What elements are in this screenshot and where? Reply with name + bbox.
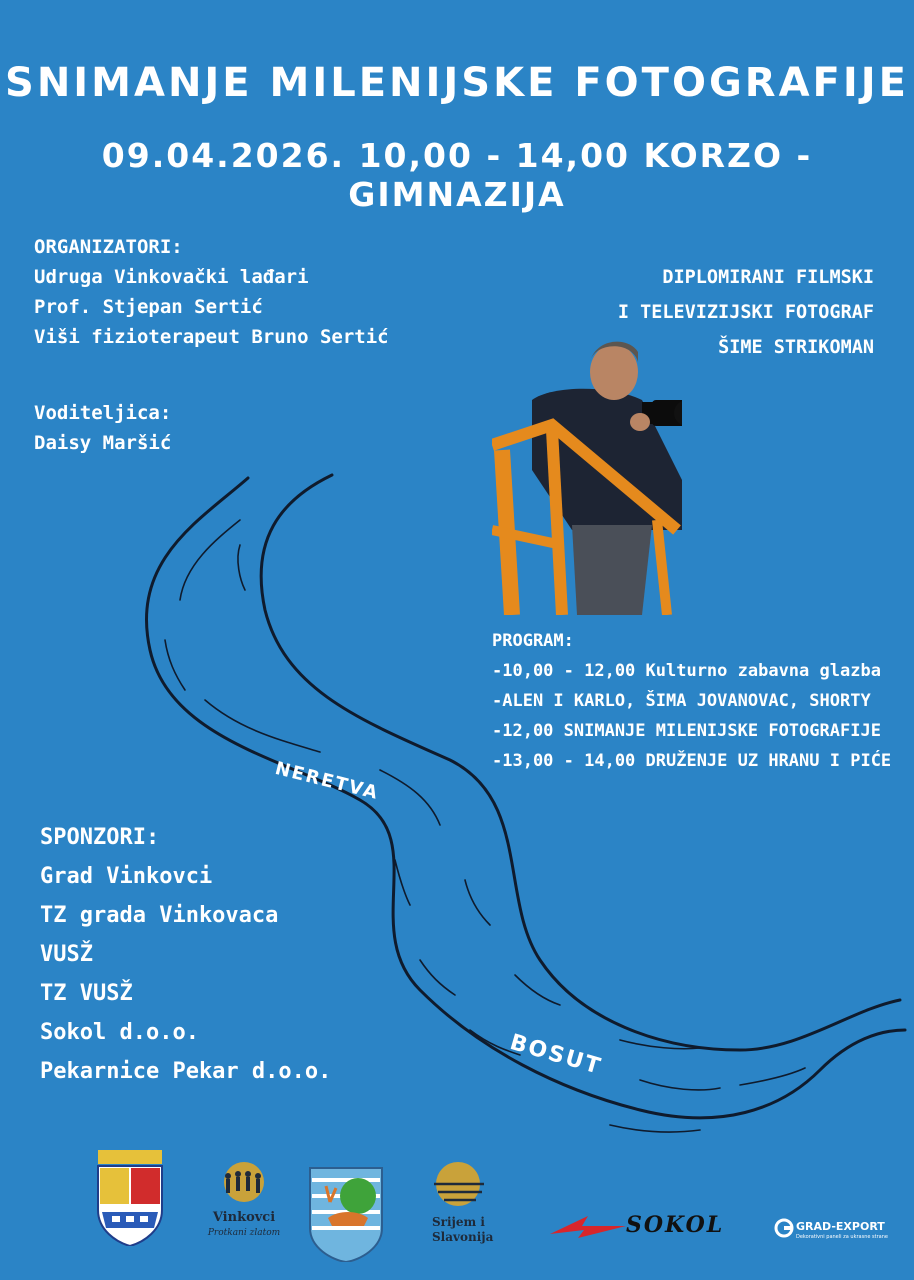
event-date-time-location: 09.04.2026. 10,00 - 14,00 KORZO - GIMNAZIJA <box>101 136 813 214</box>
gradexport-logo-text: GRAD-EXPORT <box>796 1220 885 1233</box>
srijem-logo-text <box>432 1215 493 1245</box>
host-name: Daisy Maršić <box>34 432 172 454</box>
river-flow-line <box>395 860 410 905</box>
gradexport-tagline: Dekorativni paneli za ukrasne strane <box>796 1234 888 1240</box>
srijem-slavonija-logo-icon <box>428 1160 492 1212</box>
river-flow-line <box>380 770 440 825</box>
organizer-item: Prof. Stjepan Sertić <box>34 296 263 318</box>
gradexport-mark-icon <box>774 1218 794 1238</box>
program-item: -12,00 SNIMANJE MILENIJSKE FOTOGRAFIJE <box>492 721 881 741</box>
sponsor-item: Pekarnice Pekar d.o.o. <box>40 1059 332 1084</box>
sponsors-section <box>40 818 331 1091</box>
program-item: -13,00 - 14,00 DRUŽENJE UZ HRANU I PIĆE <box>492 751 892 771</box>
river-flow-line <box>205 700 320 752</box>
photographer-line: DIPLOMIRANI FILMSKI <box>662 267 874 288</box>
program-section <box>492 626 891 776</box>
sponsor-item: Sokol d.o.o. <box>40 1020 199 1045</box>
organizer-item: Udruga Vinkovački lađari <box>34 266 309 288</box>
river-label-neretva: NERETVA <box>272 758 382 805</box>
sokol-logo-text: SOKOL <box>626 1212 725 1238</box>
program-item: -10,00 - 12,00 Kulturno zabavna glazba <box>492 661 881 681</box>
sponsor-item: VUSŽ <box>40 942 93 967</box>
river-flow-line <box>238 545 245 590</box>
river-flow-line <box>465 880 490 925</box>
vinkovci-logo-name: Vinkovci <box>212 1210 276 1225</box>
organizer-item: Viši fizioterapeut Bruno Sertić <box>34 326 389 348</box>
sponsor-item: TZ grada Vinkovaca <box>40 903 279 928</box>
river-flow-line <box>740 1068 805 1085</box>
program-heading: PROGRAM: <box>492 631 574 651</box>
vinkovci-tourism-icon <box>212 1160 276 1206</box>
river-flow-line <box>420 960 455 995</box>
sponsors-heading: SPONZORI: <box>40 825 160 850</box>
vinkovci-coat-of-arms-logo <box>94 1150 166 1246</box>
photographer-name: ŠIME STRIKOMAN <box>718 337 874 358</box>
river-flow-line <box>610 1125 700 1132</box>
river-label-bosut: BOSUT <box>507 1030 605 1080</box>
host-heading: Voditeljica: <box>34 402 172 424</box>
sponsor-item: Grad Vinkovci <box>40 864 213 889</box>
vinkovci-logo-tagline: Protkani zlatom <box>207 1228 281 1238</box>
photographer-line: I TELEVIZIJSKI FOTOGRAF <box>617 302 874 323</box>
sponsor-item: TZ VUSŽ <box>40 981 133 1006</box>
river-flow-line <box>165 640 185 690</box>
photographer-photo <box>492 330 682 615</box>
srijem-logo-line: Srijem i <box>432 1215 485 1229</box>
river-flow-line <box>640 1080 720 1090</box>
river-flow-line <box>180 520 240 600</box>
sokol-bird-icon <box>548 1212 628 1242</box>
page-title: SNIMANJE MILENIJSKE FOTOGRAFIJE <box>5 60 909 106</box>
organizers-heading: ORGANIZATORI: <box>34 236 183 258</box>
program-item: -ALEN I KARLO, ŠIMA JOVANOVAC, SHORTY <box>492 691 871 711</box>
srijem-logo-line: Slavonija <box>432 1230 494 1244</box>
county-coat-of-arms-logo <box>308 1166 384 1262</box>
